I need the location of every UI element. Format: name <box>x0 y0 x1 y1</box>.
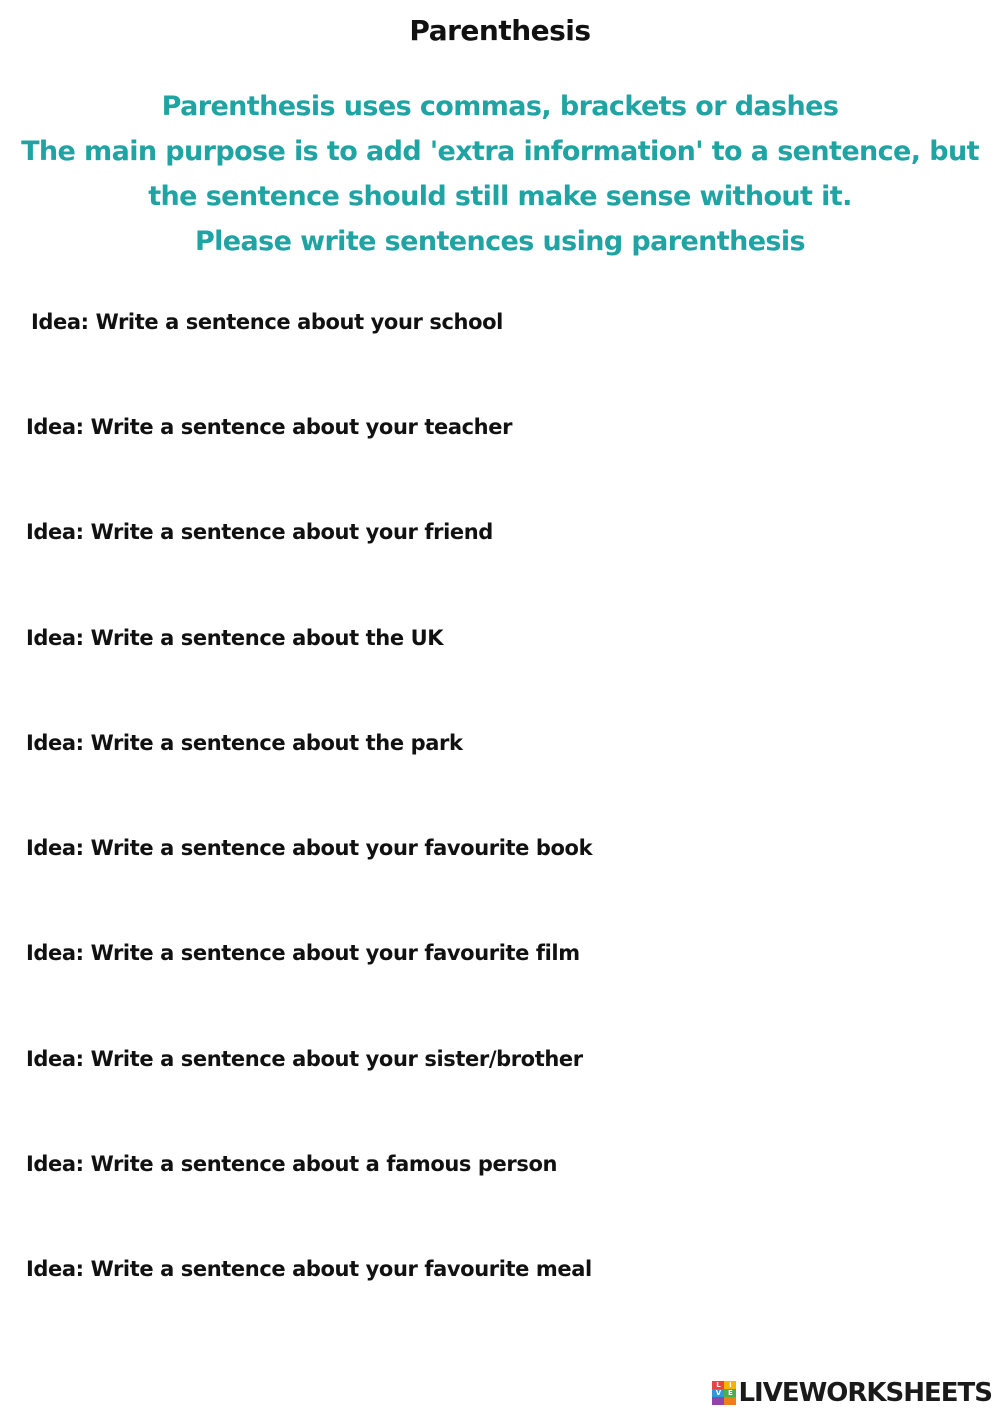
instructions <box>20 84 980 264</box>
prompt-friend: Idea: Write a sentence about your friend <box>26 520 493 544</box>
liveworksheets-logo <box>712 1378 992 1408</box>
prompt-favourite-film: Idea: Write a sentence about your favourite film <box>26 941 580 965</box>
prompt-teacher: Idea: Write a sentence about your teacher <box>26 415 513 439</box>
instruction-line: Parenthesis uses commas, brackets or dashes <box>161 91 839 122</box>
prompt-famous-person: Idea: Write a sentence about a famous person <box>26 1152 558 1176</box>
page-title: Parenthesis <box>409 14 591 47</box>
logo-text: LIVEWORKSHEETS <box>738 1378 992 1408</box>
prompt-uk: Idea: Write a sentence about the UK <box>26 626 444 650</box>
instruction-line: the sentence should still make sense without it. <box>148 181 852 212</box>
prompt-sibling: Idea: Write a sentence about your sister/brother <box>26 1047 583 1071</box>
prompt-park: Idea: Write a sentence about the park <box>26 731 463 755</box>
instruction-line: Please write sentences using parenthesis <box>194 226 806 257</box>
instruction-line: The main purpose is to add 'extra information' to a sentence, but <box>21 136 979 167</box>
liveworksheets-logo-icon: L I V E <box>712 1381 736 1405</box>
prompt-school: Idea: Write a sentence about your school <box>31 310 503 334</box>
prompt-favourite-book: Idea: Write a sentence about your favourite book <box>26 836 593 860</box>
prompt-favourite-meal: Idea: Write a sentence about your favourite meal <box>26 1257 592 1281</box>
